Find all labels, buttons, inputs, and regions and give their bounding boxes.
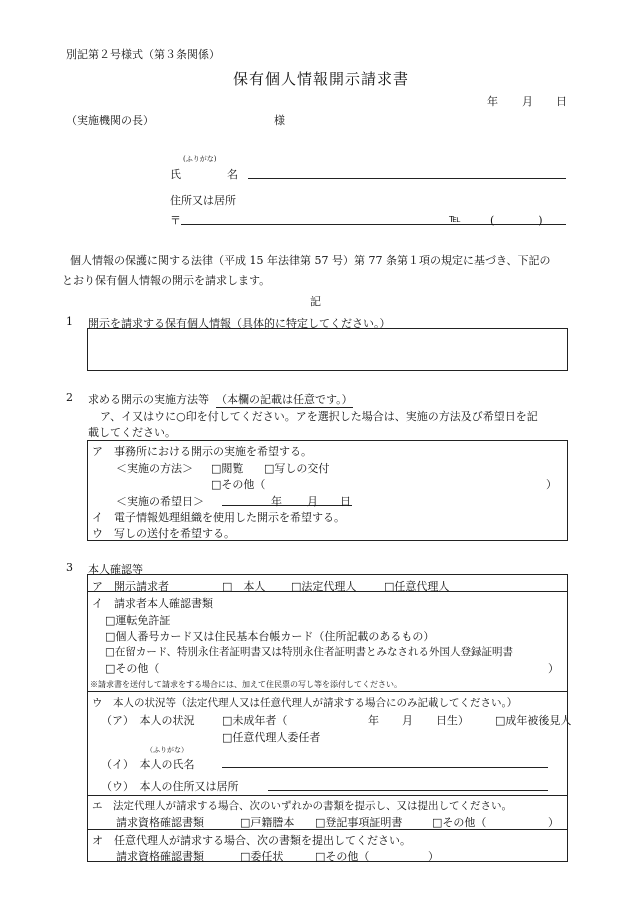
form-number: 別記第２号様式（第３条関係） (66, 48, 220, 61)
method-label: ＜実施の方法＞ (116, 462, 193, 475)
section1-input-box[interactable] (87, 328, 568, 371)
minor-month: 月 (402, 714, 413, 727)
requester-legal-agent-checkbox[interactable]: □法定代理人 (291, 580, 357, 593)
legal-agent-docs-label: エ 法定代理人が請求する場合、次のいずれかの書類を提示し、又は提出してください。 (92, 800, 512, 812)
section2-instruction-1: ア、イ又はウに○印を付してください。アを選択した場合は、実施の方法及び希望日を記 (100, 410, 538, 423)
desired-date-day: 日 (340, 495, 351, 508)
id-note: ※請求書を送付して請求をする場合には、加えて住民票の写し等を添付してください。 (90, 680, 402, 689)
section2-option-a[interactable]: ア 事務所における開示の実施を希望する。 (92, 445, 312, 458)
desired-date-year: 年 (271, 495, 282, 508)
id-license-checkbox[interactable]: □運転免許証 (105, 614, 171, 627)
minor-day: 日生） (436, 714, 469, 727)
section2-instruction-2: 載してください。 (88, 426, 176, 439)
legal-agent-docs: 請求資格確認書類 (116, 816, 204, 829)
applicant-name-label-1: 氏 (170, 168, 181, 181)
legal-other-checkbox[interactable]: □その他（ (432, 816, 487, 829)
tel-label: ℡ (449, 212, 461, 225)
section1-number: 1 (66, 315, 73, 328)
addressee: （実施機関の長） (66, 114, 154, 127)
intro-line-2: とおり保有個人情報の開示を請求します。 (62, 274, 271, 287)
section1-title: 開示を請求する保有個人情報（具体的に特定してください。） (88, 317, 391, 330)
date-year-label: 年 (487, 95, 498, 108)
legal-other-close: ） (548, 816, 559, 829)
voluntary-agent-docs-label: オ 任意代理人が請求する場合、次の書類を提出してください。 (92, 834, 411, 847)
desired-date-label: ＜実施の希望日＞ (116, 495, 204, 508)
koseki-checkbox[interactable]: □戸籍謄本 (240, 816, 295, 829)
voluntary-other-checkbox[interactable]: □その他（ (315, 850, 370, 863)
desired-date-field[interactable] (222, 505, 352, 506)
section2-title-note: （本欄の記載は任意です。） (216, 393, 353, 406)
section2-number: 2 (66, 391, 73, 404)
principal-furigana-label: （ふりがな） (146, 746, 188, 754)
method-other-close: ） (546, 478, 557, 491)
principal-name-label: （イ） 本人の氏名 (101, 758, 195, 771)
proxy-checkbox[interactable]: □委任状 (240, 850, 284, 863)
tel-paren: ( ) (490, 214, 543, 227)
registry-checkbox[interactable]: □登記事項証明書 (315, 816, 403, 829)
delegator-checkbox[interactable]: □任意代理人委任者 (222, 731, 321, 744)
postal-mark: 〒 (170, 214, 181, 227)
section2-option-u[interactable]: ウ 写しの送付を希望する。 (92, 527, 235, 540)
divider (88, 691, 567, 692)
principal-address-field[interactable] (268, 790, 548, 791)
section3-number: 3 (66, 561, 73, 574)
principal-status-label: ウ 本人の状況等（法定代理人又は任意代理人が請求する場合にのみ記載してください。） (92, 697, 518, 709)
section3-title: 本人確認等 (88, 563, 143, 576)
id-other-checkbox[interactable]: □その他（ (105, 662, 160, 675)
date-month-label: 月 (522, 95, 533, 108)
id-docs-label: イ 請求者本人確認書類 (92, 597, 213, 610)
method-view-checkbox[interactable]: □閲覧 (211, 462, 244, 475)
applicant-name-label-2: 名 (227, 168, 238, 181)
minor-checkbox[interactable]: □未成年者（ (222, 714, 288, 727)
desired-date-month: 月 (307, 495, 318, 508)
divider (88, 591, 567, 592)
divider (88, 795, 567, 796)
method-other-checkbox[interactable]: □その他（ (211, 478, 266, 491)
date-day-label: 日 (556, 95, 567, 108)
addressee-sama: 様 (274, 114, 285, 127)
ki-label: 記 (310, 295, 321, 308)
adult-ward-checkbox[interactable]: □成年被後見人 (495, 714, 572, 727)
principal-status-a: （ア） 本人の状況 (101, 714, 195, 727)
principal-address-label: （ウ） 本人の住所又は居所 (101, 780, 239, 793)
voluntary-agent-docs: 請求資格確認書類 (116, 850, 204, 863)
id-mynumber-checkbox[interactable]: □個人番号カード又は住民基本台帳カード（住所記載のあるもの） (105, 630, 435, 643)
voluntary-other-close: ） (428, 850, 439, 863)
method-copy-checkbox[interactable]: □写しの交付 (264, 462, 330, 475)
requester-self-checkbox[interactable]: □ 本人 (222, 580, 266, 593)
principal-name-field[interactable] (222, 767, 548, 768)
requester-label: ア 開示請求者 (92, 580, 169, 593)
id-residence-checkbox[interactable]: □在留カード、特別永住者証明書又は特別永住者証明書とみなされる外国人登録証明書 (105, 646, 513, 658)
applicant-address-label: 住所又は居所 (170, 194, 236, 207)
page-title: 保有個人情報開示請求書 (233, 70, 410, 88)
id-other-close: ） (548, 662, 559, 675)
section2-option-i[interactable]: イ 電子情報処理組織を使用した開示を希望する。 (92, 511, 345, 524)
minor-year: 年 (368, 714, 379, 727)
section2-title: 求める開示の実施方法等 (88, 393, 209, 406)
applicant-furigana-label: (ふりがな) (183, 155, 217, 163)
requester-voluntary-agent-checkbox[interactable]: □任意代理人 (384, 580, 450, 593)
applicant-name-field[interactable] (248, 178, 566, 179)
intro-line-1: 個人情報の保護に関する法律（平成 15 年法律第 57 号）第 77 条第１項の規定に基づき、下記の (70, 254, 551, 267)
divider (88, 829, 567, 830)
